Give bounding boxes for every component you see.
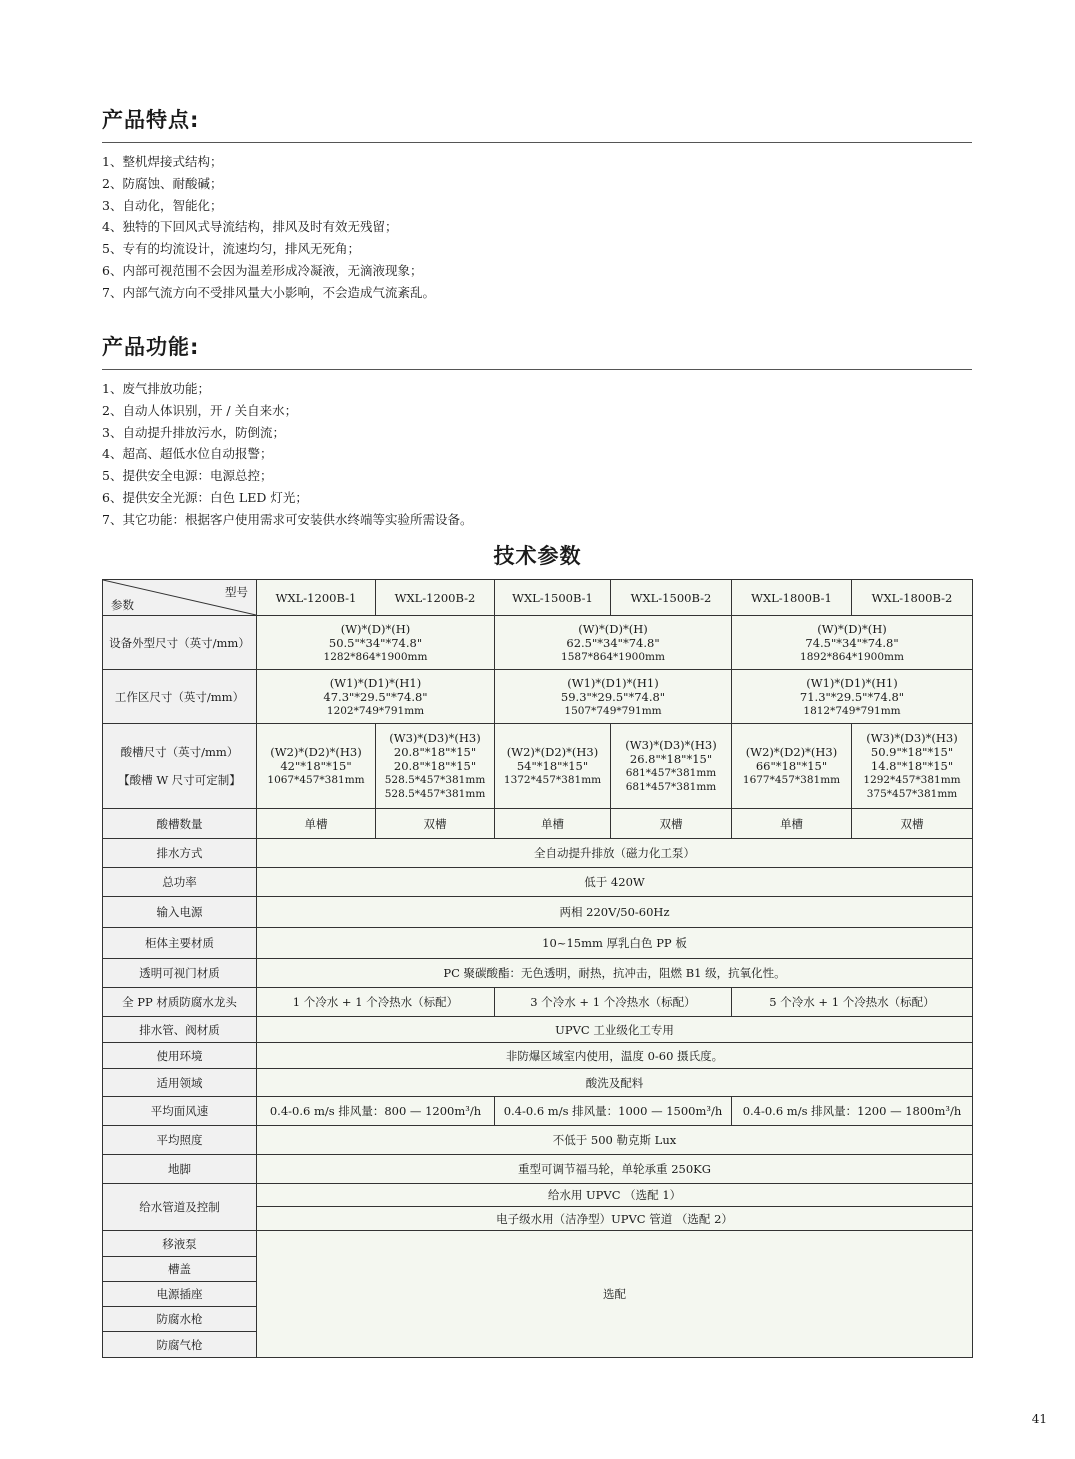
functions-section [102, 331, 972, 531]
row-label: 设备外型尺寸（英寸/mm） [103, 616, 257, 670]
water-supply-value: 给水用 UPVC （选配 1） [257, 1184, 973, 1207]
table-row [103, 809, 973, 839]
formula-text: (W)*(D)*(H) [817, 621, 887, 636]
model-name: WXL-1800B-1 [732, 580, 852, 616]
outer-size-cell [495, 616, 732, 670]
tank-count-cell: 双槽 [611, 809, 732, 839]
row-label: 总功率 [103, 868, 257, 897]
formula-text: (W)*(D)*(H) [578, 621, 648, 636]
tank-count-cell: 单槽 [732, 809, 852, 839]
feet-value: 重型可调节福马轮，单轮承重 250KG [257, 1155, 973, 1184]
tank-custom-label: 【酸槽 W 尺寸可定制】 [118, 773, 241, 787]
tank-size-cell [495, 724, 611, 809]
list-item: 1、废气排放功能； [102, 381, 210, 396]
mm-value: 1587*864*1900mm [561, 650, 665, 663]
pipe-value: UPVC 工业级化工专用 [257, 1017, 973, 1043]
mm-value: 1507*749*791mm [564, 704, 662, 717]
table-row [103, 839, 973, 868]
row-label: 工作区尺寸（英寸/mm） [103, 670, 257, 724]
faucet-value: 3 个冷水 + 1 个冷热水（标配） [495, 988, 732, 1017]
field-value: 酸洗及配料 [257, 1069, 973, 1097]
row-label: 电源插座 [103, 1282, 257, 1307]
row-label: 防腐水枪 [103, 1307, 257, 1332]
lux-value: 不低于 500 勒克斯 Lux [257, 1126, 973, 1155]
functions-list [102, 378, 972, 531]
row-label: 给水管道及控制 [103, 1184, 257, 1231]
inch-value: 14.8"*18"*15" [870, 759, 954, 773]
outer-size-cell [732, 616, 973, 670]
list-item: 5、提供安全电源：电源总控； [102, 468, 273, 484]
formula-text: (W)*(D)*(H) [340, 621, 411, 636]
list-item: 4、超高、超低水位自动报警； [102, 446, 273, 462]
work-size-cell [732, 670, 973, 724]
list-item: 6、内部可视范围不会因为温差形成冷凝液，无滴液现象； [102, 262, 423, 278]
row-label: 防腐气枪 [103, 1332, 257, 1358]
list-item: 7、其它功能：根据客户使用需求可安装供水终端等实验所需设备。 [102, 511, 473, 527]
formula-text: (W2)*(D2)*(H3) [506, 745, 599, 759]
list-item: 3、自动提升排放污水，防倒流； [102, 424, 285, 440]
mm-value: 1372*457*381mm [503, 774, 602, 786]
mm-value: 375*457*381mm [866, 788, 958, 800]
outer-size-cell [257, 616, 495, 670]
row-label: 排水方式 [103, 839, 257, 868]
formula-text: (W1)*(D1)*(H1) [567, 675, 659, 690]
page-number: 41 [1031, 1412, 1047, 1426]
spec-table [102, 579, 973, 1358]
mm-value: 681*457*381mm [625, 767, 717, 779]
mm-value: 528.5*457*381mm [384, 788, 486, 800]
table-row [103, 724, 973, 809]
optional-value: 选配 [257, 1231, 973, 1358]
mm-value: 1202*749*791mm [326, 704, 425, 717]
formula-text: (W2)*(D2)*(H3) [270, 745, 362, 759]
inch-value: 50.9"*18"*15" [870, 745, 954, 759]
work-size-cell [495, 670, 732, 724]
tank-size-cell [257, 724, 376, 809]
tank-size-cell [376, 724, 495, 809]
table-row [103, 670, 973, 724]
inch-value: 26.8"*18"*15" [629, 752, 713, 766]
row-label: 透明可视门材质 [103, 959, 257, 988]
row-label: 排水管、阀材质 [103, 1017, 257, 1043]
table-row [103, 1097, 973, 1126]
table-row [103, 1017, 973, 1043]
mm-value: 1067*457*381mm [267, 774, 365, 786]
tank-size-cell [732, 724, 852, 809]
model-name: WXL-1200B-2 [376, 580, 495, 616]
header-corner-cell [103, 580, 257, 616]
faucet-value: 5 个冷水 + 1 个冷热水（标配） [732, 988, 973, 1017]
mm-value: 1677*457*381mm [742, 774, 841, 786]
row-label: 全 PP 材质防腐水龙头 [103, 988, 257, 1017]
table-row [103, 1069, 973, 1097]
formula-text: (W2)*(D2)*(H3) [745, 745, 838, 759]
tank-count-cell: 双槽 [376, 809, 495, 839]
env-value: 非防爆区域室内使用，温度 0-60 摄氏度。 [257, 1043, 973, 1069]
table-row [103, 868, 973, 897]
formula-text: (W1)*(D1)*(H1) [329, 675, 422, 690]
features-list [102, 151, 972, 304]
list-item: 6、提供安全光源：白色 LED 灯光； [102, 489, 308, 505]
row-label: 酸槽数量 [103, 809, 257, 839]
inch-value: 42"*18"*15" [280, 759, 352, 773]
row-label: 平均面风速 [103, 1097, 257, 1126]
list-item: 4、独特的下回风式导流结构，排风及时有效无残留； [102, 219, 398, 235]
functions-title: 产品功能: [102, 331, 972, 370]
tank-count-cell: 单槽 [495, 809, 611, 839]
table-row [103, 1155, 973, 1184]
mm-value: 528.5*457*381mm [384, 774, 486, 786]
model-name: WXL-1500B-2 [611, 580, 732, 616]
inch-value: 71.3"*29.5"*74.8" [799, 689, 905, 704]
table-row [103, 1043, 973, 1069]
formula-text: (W3)*(D3)*(H3) [625, 738, 717, 752]
list-item: 1、整机焊接式结构； [102, 154, 223, 169]
door-material-value: PC 聚碳酸酯：无色透明，耐热，抗冲击，阻燃 B1 级，抗氧化性。 [257, 959, 973, 988]
list-item: 5、专有的均流设计，流速均匀，排风无死角； [102, 241, 360, 257]
inch-value: 20.8"*18"*15" [393, 759, 477, 773]
table-row [103, 1184, 973, 1207]
model-name: WXL-1800B-2 [852, 580, 973, 616]
row-label: 槽盖 [103, 1257, 257, 1282]
row-label: 移液泵 [103, 1231, 257, 1257]
model-name: WXL-1500B-1 [495, 580, 611, 616]
list-item: 3、自动化，智能化； [102, 197, 223, 213]
mm-value: 1892*864*1900mm [800, 650, 904, 663]
table-row [103, 616, 973, 670]
features-title: 产品特点: [102, 104, 972, 143]
power-value: 低于 420W [257, 868, 973, 897]
row-label: 平均照度 [103, 1126, 257, 1155]
drain-value: 全自动提升排放（磁力化工泵） [257, 839, 973, 868]
mm-value: 1282*864*1900mm [323, 650, 428, 663]
model-name: WXL-1200B-1 [257, 580, 376, 616]
table-row [103, 1126, 973, 1155]
header-model-label: 型号 [225, 585, 248, 599]
header-param-label: 参数 [111, 598, 134, 612]
tank-size-label: 酸槽尺寸（英寸/mm） [120, 745, 239, 759]
inch-value: 59.3"*29.5"*74.8" [560, 689, 666, 704]
features-section [102, 104, 972, 304]
wind-value: 0.4-0.6 m/s 排风量：800 — 1200m³/h [257, 1097, 495, 1126]
table-row [103, 928, 973, 959]
table-row [103, 959, 973, 988]
formula-text: (W1)*(D1)*(H1) [806, 675, 898, 690]
inch-value: 62.5"*34"*74.8" [566, 635, 660, 650]
row-label [103, 724, 257, 809]
tank-count-cell: 单槽 [257, 809, 376, 839]
wind-value: 0.4-0.6 m/s 排风量：1000 — 1500m³/h [495, 1097, 732, 1126]
list-item: 2、防腐蚀、耐酸碱； [102, 175, 223, 191]
tank-size-cell [852, 724, 973, 809]
table-row [103, 580, 973, 616]
spec-title: 技术参数 [493, 544, 582, 568]
tank-size-cell [611, 724, 732, 809]
list-item: 7、内部气流方向不受排风量大小影响，不会造成气流紊乱。 [102, 284, 435, 300]
list-item: 2、自动人体识别，开 / 关自来水； [102, 402, 298, 418]
inch-value: 47.3"*29.5"*74.8" [323, 689, 428, 704]
table-row [103, 1231, 973, 1257]
row-label: 地脚 [103, 1155, 257, 1184]
formula-text: (W3)*(D3)*(H3) [389, 731, 481, 745]
inch-value: 20.8"*18"*15" [393, 745, 477, 759]
inch-value: 54"*18"*15" [516, 759, 589, 773]
tank-count-cell: 双槽 [852, 809, 973, 839]
table-row [103, 988, 973, 1017]
mm-value: 1812*749*791mm [803, 704, 901, 717]
water-supply-value: 电子级水用（洁净型）UPVC 管道 （选配 2） [257, 1207, 973, 1231]
input-power-value: 两相 220V/50-60Hz [257, 897, 973, 928]
cabinet-material-value: 10~15mm 厚乳白色 PP 板 [257, 928, 973, 959]
row-label: 输入电源 [103, 897, 257, 928]
formula-text: (W3)*(D3)*(H3) [866, 731, 958, 745]
table-row [103, 897, 973, 928]
row-label: 使用环境 [103, 1043, 257, 1069]
faucet-value: 1 个冷水 + 1 个冷热水（标配） [257, 988, 495, 1017]
mm-value: 681*457*381mm [625, 781, 717, 793]
mm-value: 1292*457*381mm [863, 774, 961, 786]
work-size-cell [257, 670, 495, 724]
row-label: 适用领域 [103, 1069, 257, 1097]
inch-value: 74.5"*34"*74.8" [805, 635, 899, 650]
inch-value: 66"*18"*15" [755, 759, 828, 773]
wind-value: 0.4-0.6 m/s 排风量：1200 — 1800m³/h [732, 1097, 973, 1126]
row-label: 柜体主要材质 [103, 928, 257, 959]
inch-value: 50.5"*34"*74.8" [328, 635, 423, 650]
